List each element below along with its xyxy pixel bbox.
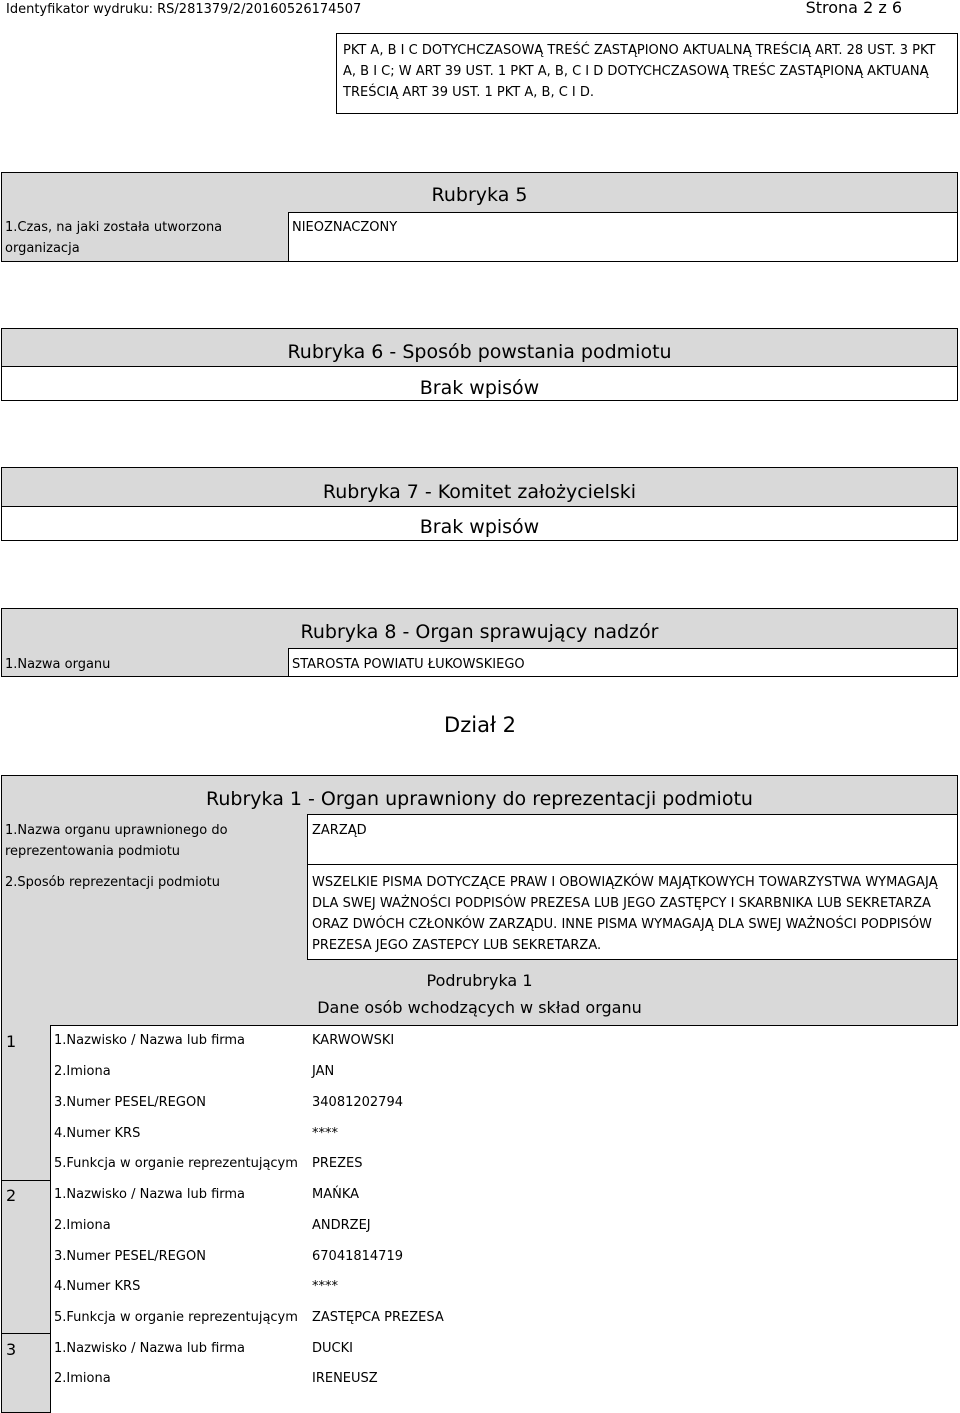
- dzial-2-title: Dział 2: [444, 713, 516, 737]
- rubryka-8-title: Rubryka 8 - Organ sprawujący nadzór: [300, 621, 659, 643]
- page-number: Strona 2 z 6: [805, 0, 902, 17]
- person-field-label: 3.Numer PESEL/REGON: [54, 1095, 206, 1110]
- person-field-label: 4.Numer KRS: [54, 1126, 141, 1141]
- rubryka-5-value: NIEOZNACZONY: [292, 220, 398, 235]
- person-field-value: MAŃKA: [312, 1187, 360, 1202]
- person-field-value: 34081202794: [312, 1095, 403, 1110]
- person-field-label: 4.Numer KRS: [54, 1279, 141, 1294]
- person-field-label: 1.Nazwisko / Nazwa lub firma: [54, 1341, 246, 1356]
- podrubryka-1-subtitle: Dane osób wchodzących w skład organu: [317, 998, 642, 1017]
- person-field-label: 2.Imiona: [54, 1371, 111, 1386]
- rubryka-5-title: Rubryka 5: [431, 184, 528, 206]
- person-field-label: 1.Nazwisko / Nazwa lub firma: [54, 1033, 246, 1048]
- person-field-value: DUCKI: [312, 1341, 353, 1356]
- person-field-value: PREZES: [312, 1156, 363, 1171]
- person-field-value: KARWOWSKI: [312, 1033, 395, 1048]
- rubryka-8-value: STAROSTA POWIATU ŁUKOWSKIEGO: [292, 657, 525, 672]
- representation-method-value: WSZELKIE PISMA DOTYCZĄCE PRAW I OBOWIĄZKÓW MAJĄTKOWYCH TOWARZYSTWA WYMAGAJĄ DLA SWEJ WAŻNOŚCI PODPISÓW PREZESA LUB JEGO ZASTĘPCY I SKARBNIKA LUB SEKRETARZA ORAZ DWÓCH CZŁONKÓW ZARZĄDU. INNE PISMA WYMAGAJĄ DLA SWEJ WAŻNOŚCI PODPISÓW PREZESA JEGO ZASTEPCY LUB SEKRETARZA.: [312, 875, 938, 953]
- person-field-value: IRENEUSZ: [312, 1371, 378, 1386]
- organ-name-label: 1.Nazwa organu uprawnionego do reprezentowania podmiotu: [5, 823, 228, 859]
- person-field-label: 3.Numer PESEL/REGON: [54, 1249, 206, 1264]
- person-field-value: ****: [312, 1126, 338, 1141]
- person-field-value: ANDRZEJ: [312, 1218, 371, 1233]
- person-number: 3: [6, 1340, 17, 1359]
- person-field-value: 67041814719: [312, 1249, 403, 1264]
- dzial-2-rubryka-1-title: Rubryka 1 - Organ uprawniony do reprezentacji podmiotu: [206, 788, 753, 810]
- rubryka-6-empty: Brak wpisów: [419, 377, 540, 399]
- person-field-value: JAN: [312, 1064, 335, 1079]
- person-number: 2: [6, 1186, 17, 1205]
- print-identifier: Identyfikator wydruku: RS/281379/2/20160526174507: [6, 2, 362, 17]
- representation-method-label: 2.Sposób reprezentacji podmiotu: [5, 875, 220, 890]
- organ-name-value-cell: [307, 814, 958, 865]
- previous-entry-note-text: PKT A, B I C DOTYCHCZASOWĄ TREŚĆ ZASTĄPIONO AKTUALNĄ TREŚCIĄ ART. 28 UST. 3 PKT A, B I C; W ART 39 UST. 1 PKT A, B, C I D DOTYCHCZASOWĄ TREŚC ZASTĄPIONĄ AKTUANĄ TREŚCIĄ ART 39 UST. 1 PKT A, B, C I D.: [343, 43, 936, 100]
- person-field-label: 5.Funkcja w organie reprezentującym: [54, 1310, 298, 1325]
- person-field-value: ZASTĘPCA PREZESA: [312, 1310, 444, 1325]
- rubryka-7-title: Rubryka 7 - Komitet założycielski: [322, 481, 637, 503]
- previous-entry-note: [336, 33, 958, 114]
- person-field-label: 5.Funkcja w organie reprezentującym: [54, 1156, 298, 1171]
- rubryka-6-title: Rubryka 6 - Sposób powstania podmiotu: [287, 341, 672, 363]
- person-number: 1: [6, 1032, 17, 1051]
- rubryka-7-empty: Brak wpisów: [419, 516, 540, 538]
- person-field-label: 2.Imiona: [54, 1064, 111, 1079]
- person-field-label: 2.Imiona: [54, 1218, 111, 1233]
- person-field-label: 1.Nazwisko / Nazwa lub firma: [54, 1187, 246, 1202]
- podrubryka-1-title: Podrubryka 1: [426, 971, 533, 990]
- rubryka-5-label: 1.Czas, na jaki została utworzona organizacja: [5, 220, 223, 256]
- rubryka-8-label: 1.Nazwa organu: [5, 657, 111, 672]
- organ-name-value: ZARZĄD: [312, 823, 367, 838]
- person-field-value: ****: [312, 1279, 338, 1294]
